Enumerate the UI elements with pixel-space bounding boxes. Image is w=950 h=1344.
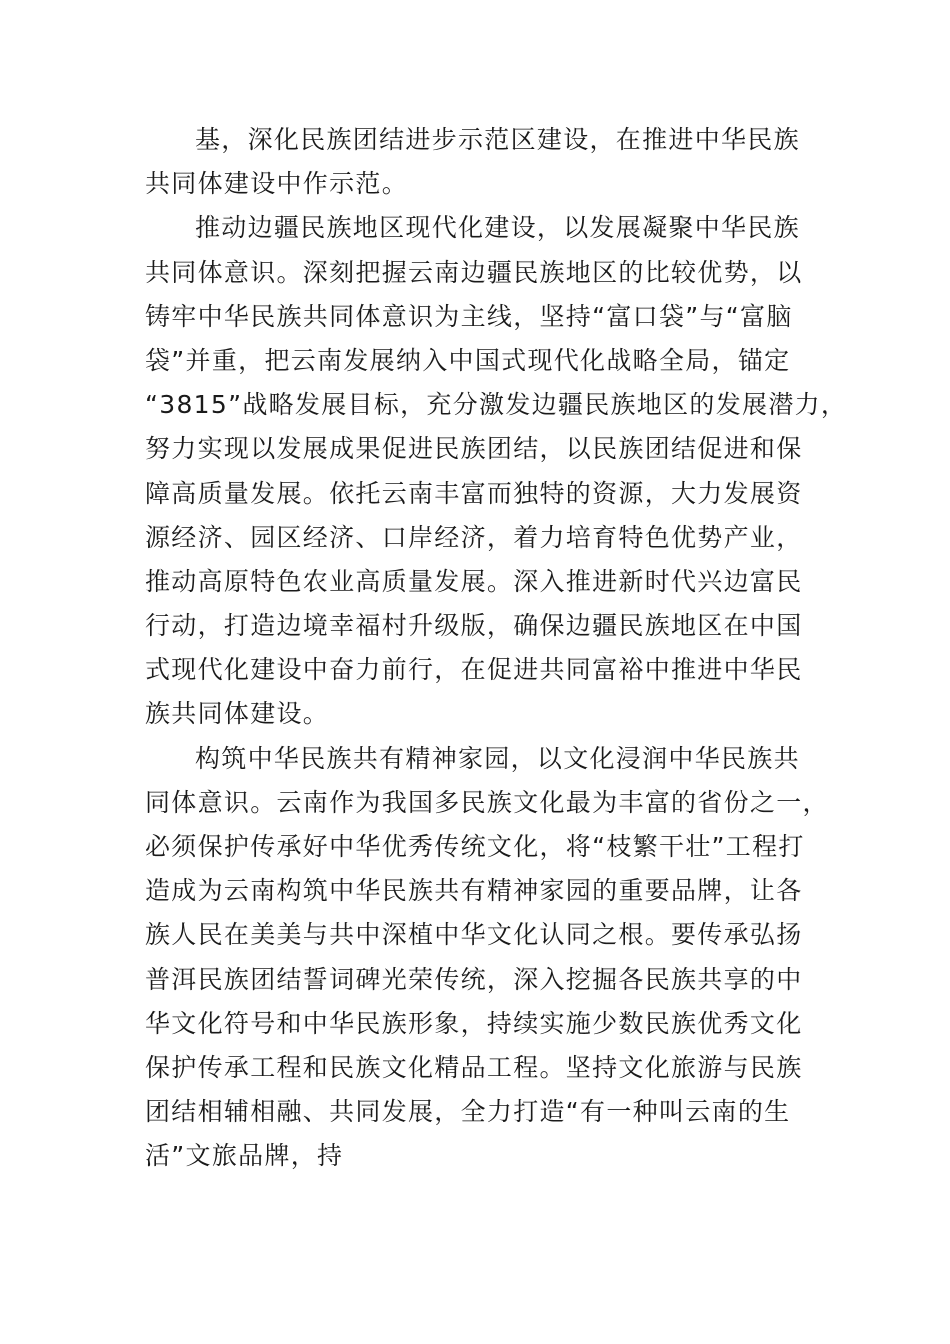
text-line: 造成为云南构筑中华民族共有精神家园的重要品牌，让各 <box>145 876 803 906</box>
text-line: 构筑中华民族共有精神家园，以文化浸润中华民族共 <box>195 743 800 773</box>
text-line: 共同体建设中作示范。 <box>145 169 409 199</box>
text-line: 团结相辅相融、共同发展，全力打造“有一种叫云南的生 <box>145 1097 791 1127</box>
text-line: “3815”战略发展目标，充分激发边疆民族地区的发展潜力， <box>145 390 848 420</box>
text-line: 共同体意识。深刻把握云南边疆民族地区的比较优势，以 <box>145 257 803 287</box>
text-line: 华文化符号和中华民族形象，持续实施少数民族优秀文化 <box>145 1008 803 1038</box>
text-line: 推动边疆民族地区现代化建设，以发展凝聚中华民族 <box>195 213 800 243</box>
text-line: 族人民在美美与共中深植中华文化认同之根。要传承弘扬 <box>145 920 803 950</box>
document-page <box>145 118 848 1179</box>
text-line: 推动高原特色农业高质量发展。深入推进新时代兴边富民 <box>145 566 803 596</box>
text-line: 同体意识。云南作为我国多民族文化最为丰富的省份之一， <box>145 787 829 817</box>
text-line: 障高质量发展。依托云南丰富而独特的资源，大力发展资 <box>145 478 803 508</box>
text-line: 努力实现以发展成果促进民族团结，以民族团结促进和保 <box>145 434 803 464</box>
text-line: 活”文旅品牌，持 <box>145 1141 344 1171</box>
text-line: 铸牢中华民族共同体意识为主线，坚持“富口袋”与“富脑 <box>145 301 793 331</box>
text-line: 基，深化民族团结进步示范区建设，在推进中华民族 <box>195 125 800 154</box>
text-line: 普洱民族团结誓词碑光荣传统，深入挖掘各民族共享的中 <box>145 964 803 994</box>
text-line: 行动，打造边境幸福村升级版，确保边疆民族地区在中国 <box>145 611 803 641</box>
text-line: 源经济、园区经济、口岸经济，着力培育特色优势产业， <box>145 522 803 552</box>
text-line: 式现代化建设中奋力前行，在促进共同富裕中推进中华民 <box>145 655 803 685</box>
text-line: 必须保护传承好中华优秀传统文化，将“枝繁干壮”工程打 <box>145 832 805 861</box>
text-line: 族共同体建设。 <box>145 699 330 729</box>
text-line: 保护传承工程和民族文化精品工程。坚持文化旅游与民族 <box>145 1052 803 1082</box>
text-line: 袋”并重，把云南发展纳入中国式现代化战略全局，锚定 <box>145 345 791 375</box>
